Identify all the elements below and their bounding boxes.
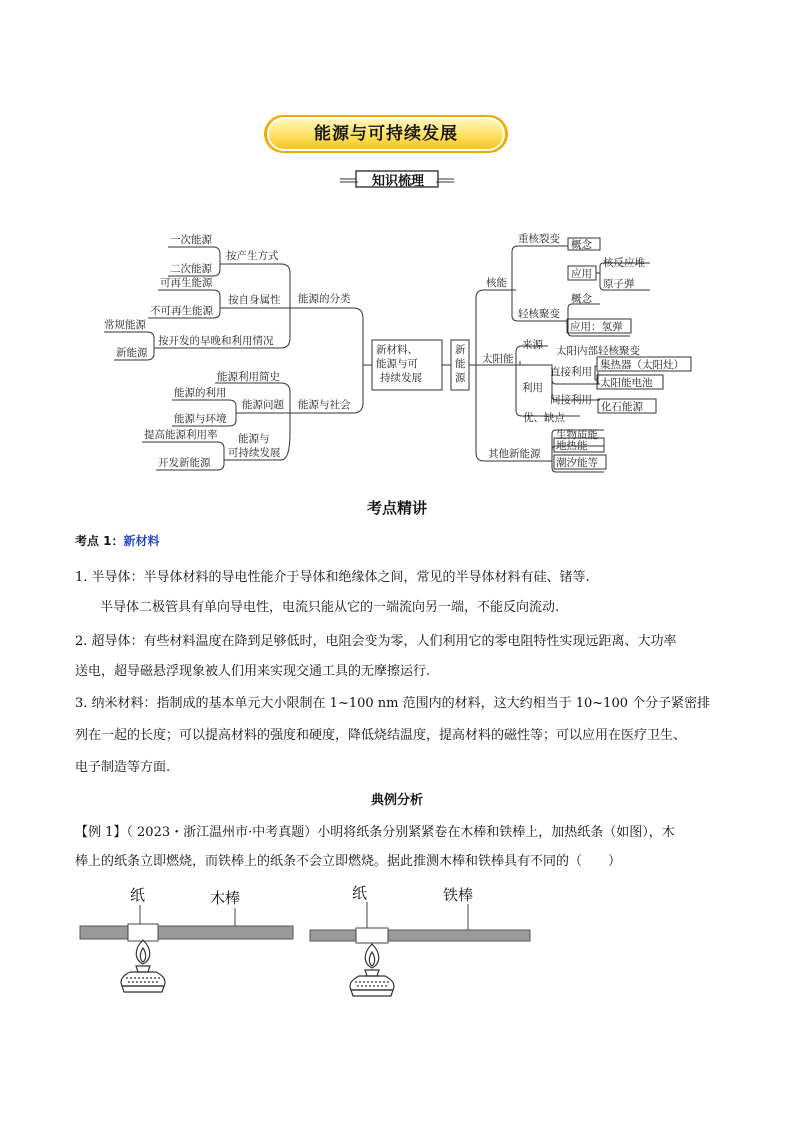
node-direct-use: 直接利用	[550, 366, 592, 378]
node-fission-apply: 应用	[571, 268, 592, 280]
node-source: 来源	[522, 339, 543, 351]
node-reactor: 核反应堆	[603, 257, 645, 269]
node-fission: 重核裂变	[518, 233, 560, 245]
alcohol-lamp-right	[350, 944, 394, 996]
node-energy-society: 能源与社会	[298, 399, 351, 411]
point-title: 新材料	[123, 534, 160, 548]
paragraph-nano-3: 电子制造等方面.	[75, 760, 171, 775]
node-fusion: 轻核聚变	[518, 308, 560, 320]
node-fission-concept: 概念	[571, 239, 592, 251]
paragraph-superconductor-1: 2. 超导体：有些材料温度在降到足够低时，电阻会变为零，人们利用它的零电阻特性实现远距离、大功率	[75, 634, 677, 649]
node-other-new: 其他新能源	[488, 448, 541, 460]
mindmap-center-line1: 新材料、	[376, 344, 418, 356]
node-energy-problem: 能源问题	[242, 399, 284, 411]
node-conventional: 常规能源	[104, 319, 146, 331]
paragraph-nano-2: 列在一起的长度；可以提高材料的强度和硬度，降低烧结温度，提高材料的磁性等；可以应用在医疗卫生、	[75, 728, 687, 743]
node-primary-energy: 一次能源	[170, 234, 212, 246]
node-energy-classification: 能源的分类	[298, 293, 351, 305]
node-pros-cons: 优、缺点	[523, 412, 565, 424]
hub-char-2: 能	[455, 358, 466, 370]
knowledge-mindmap	[0, 228, 794, 478]
label-iron-rod: 铁棒	[443, 886, 474, 904]
section-heading: 考点精讲	[366, 499, 427, 517]
paper-wrap-right	[356, 928, 388, 943]
node-use: 利用	[522, 382, 543, 394]
paper-wrap-left	[128, 924, 158, 941]
node-indirect-use: 间接利用	[550, 394, 592, 406]
mindmap-center-line2: 能源与可	[376, 358, 418, 370]
label-wood-rod: 木棒	[210, 889, 241, 907]
label-paper-left: 纸	[130, 886, 146, 904]
paragraph-superconductor-2: 送电，超导磁悬浮现象被人们用来实现交通工具的无摩擦运行.	[75, 664, 431, 679]
alcohol-lamp-left	[121, 940, 165, 992]
node-fusion-sun: 太阳内部轻核聚变	[556, 345, 640, 357]
node-by-attribute: 按自身属性	[228, 294, 281, 306]
experiment-figure	[70, 878, 550, 1008]
point-prefix: 考点 1：	[75, 534, 124, 548]
node-nuclear: 核能	[486, 277, 507, 289]
example-heading: 典例分析	[370, 793, 423, 808]
node-energy-environment: 能源与环境	[174, 413, 227, 425]
node-develop-new: 开发新能源	[158, 457, 211, 469]
node-atomic-bomb: 原子弹	[603, 278, 635, 290]
node-fossil: 化石能源	[601, 401, 643, 413]
example-text-1: 【例 1】（ 2023・浙江温州市·中考真题）小明将纸条分别紧紧卷在木棒和铁棒上，加热纸条（如图），木	[75, 825, 675, 840]
hub-char-3: 源	[455, 372, 466, 384]
paragraph-nano-1: 3. 纳米材料：指制成的基本单元大小限制在 1~100 nm 范围内的材料，这大约相当于 10~100 个分子紧密排	[75, 696, 711, 711]
node-efficiency: 提高能源利用率	[144, 429, 218, 441]
node-geothermal: 地热能	[556, 440, 588, 452]
label-paper-right: 纸	[352, 884, 368, 902]
mindmap-center-line3: 持续发展	[380, 372, 422, 384]
node-renewable: 可再生能源	[160, 277, 213, 289]
node-history: 能源利用简史	[217, 371, 280, 383]
node-sustainable-2: 可持续发展	[228, 447, 281, 459]
section-label: 知识梳理	[371, 174, 424, 189]
node-energy-use: 能源的利用	[174, 387, 227, 399]
node-solar-cell: 太阳能电池	[600, 377, 653, 389]
paragraph-semiconductor: 1. 半导体：半导体材料的导电性能介于导体和绝缘体之间，常见的半导体材料有硅、锗等.	[75, 570, 590, 585]
node-by-production: 按产生方式	[226, 250, 279, 262]
iron-rod	[310, 930, 530, 941]
page-title: 能源与可持续发展	[314, 124, 458, 144]
point-label	[75, 532, 160, 549]
node-by-development: 按开发的早晚和利用情况	[158, 335, 274, 347]
wood-rod	[80, 926, 293, 939]
paragraph-diode: 半导体二极管具有单向导电性，电流只能从它的一端流向另一端，不能反向流动.	[100, 600, 560, 615]
node-collector: 集热器（太阳灶）	[600, 359, 684, 371]
node-secondary-energy: 二次能源	[170, 263, 212, 275]
node-fusion-concept: 概念	[571, 293, 592, 305]
node-tidal: 潮汐能等	[556, 457, 598, 469]
node-solar: 太阳能	[482, 353, 514, 365]
node-hydrogen-bomb: 应用：氢弹	[570, 321, 623, 333]
node-biomass: 生物质能	[556, 429, 598, 441]
hub-char-1: 新	[455, 344, 466, 356]
node-nonrenewable: 不可再生能源	[150, 305, 213, 317]
node-new-energy-left: 新能源	[116, 347, 148, 359]
node-sustainable-1: 能源与	[238, 433, 270, 445]
example-text-2: 棒上的纸条立即燃烧，而铁棒上的纸条不会立即燃烧。据此推测木棒和铁棒具有不同的（ ）	[75, 854, 622, 869]
